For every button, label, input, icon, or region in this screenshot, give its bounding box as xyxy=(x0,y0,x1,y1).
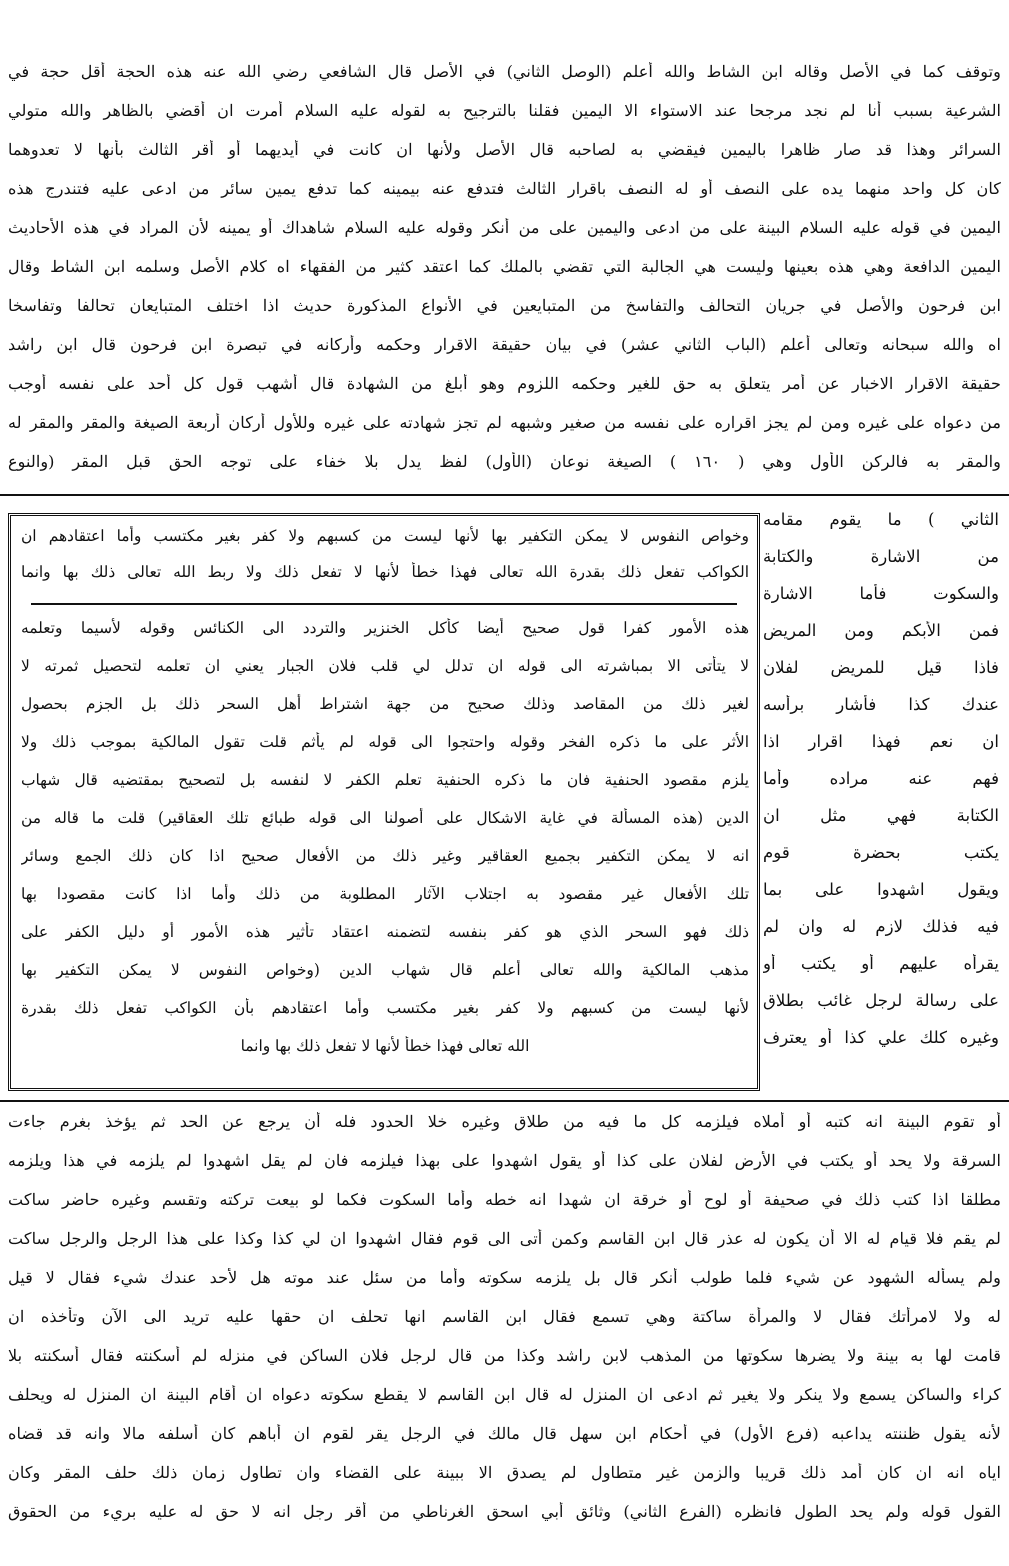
text-line-with-page-number: والمقر به فالركن الأول وهي ( ١٦٠ ) الصيغة نوعان (الأول) لفظ يدل بلا خفاء على توجه الحق قبل المقر (والنوع xyxy=(8,452,1001,471)
text-line: يقرأه عليهم أو يكتب أو xyxy=(763,954,999,973)
text-line: والسكوت فأما الاشارة xyxy=(763,584,999,603)
text-line: الكتابة فهي مثل ان xyxy=(763,806,999,825)
bottom-rule xyxy=(0,1100,1009,1102)
commentary-box-upper xyxy=(21,520,749,600)
text-line: مطلقا اذا كتب ذلك في صحيفة أو لوح أو خرقة ان شهدا انه خطه وأما السكوت فكما لو بيعت تركته وتقسم وغيره حاضر ساكت xyxy=(8,1190,1001,1209)
text-line: وتوقف كما في الأصل وقاله ابن الشاط والله أعلم (الوصل الثاني) في الأصل قال الشافعي رضي الله عنه هذه الحجة أقل حجة في xyxy=(8,62,1001,81)
text-line: لا يتأتى الا بمباشرته الى قوله ان تدلل لي قلب فلان الجبار يعني ان تعلمه لتحصيل ثمرته لا xyxy=(21,657,749,675)
text-line: فاذا قيل للمريض لفلان xyxy=(763,658,999,677)
text-line: ان نعم فهذا اقرار اذا xyxy=(763,732,999,751)
text-line: قامت لها به بينة ولا يضرها سكوتها من المذهب لابن راشد وكذا من قال لرجل فلان الساكن في منزله لم أسكنته فقال أسكنته بلا xyxy=(8,1346,1001,1365)
text-line: ابن فرحون والأصل في جريان التحالف والتفاسخ من المتبايعين في الأنواع المذكورة حديث اذا اختلف المتبايعان تحالفا وتفاسخا xyxy=(8,296,1001,315)
text-line: وخواص النفوس لا يمكن التكفير بها لأنها ليست من كسبهم ولا كفر بغير مكتسب وأما اعتقادهم ان xyxy=(21,527,749,545)
text-line: فيه فذلك لازم له وان لم xyxy=(763,917,999,936)
text-line: عندك كذا فأشار برأسه xyxy=(763,695,999,714)
text-line: انه لا يمكن التكفير بجميع العقاقير وغير ذلك من الأفعال صحيح اذا كان ذلك الجمع وسائر xyxy=(21,847,749,865)
text-line: يلزم مقصود الحنفية فان ما ذكره الحنفية تعلم الكفر لا لنفسه بل لتصحيح بمقتضيه قال شهاب xyxy=(21,771,749,789)
text-line: اليمين في قوله عليه السلام البينة على من ادعى واليمين على من أنكر وقوله عليه السلام شاهداك أو يمينه لأن المراد في هذه الأحاديث xyxy=(8,218,1001,237)
text-line: هذه الأمور كفرا قول صحيح أيضا كأكل الخنزير والتردد الى الكنائس وقوله لأسيما وتعلمه xyxy=(21,619,749,637)
text-line: الله تعالى فهذا خطأ لأنها لا تفعل ذلك بها وانما xyxy=(240,1037,530,1055)
text-line: السرائر وهذا قد صار ظاهرا باليمين فيقضي به لصاحبه قال الأصل ولأنها ان كانت في أيديهما أو أقر الثالث بأنها لا تعدوهما xyxy=(8,140,1001,159)
text-line: ذلك فهو السحر الذي هو كفر بنفسه لتضمنه اعتقاد تأثير هذه الأمور أو دليل الكفر على xyxy=(21,923,749,941)
text-line: تلك الأفعال غير مقصود به اجتلاب الآثار المطلوبة من ذلك وأما اذا كانت مقصودا بها xyxy=(21,885,749,903)
text-line: له ولا لامرأتك فقال لا والمرأة ساكتة وهي تسمع فقال ابن القاسم انها تحلف ان حقها عليه تريد الى الآن وتأخذه ان xyxy=(8,1307,1001,1326)
text-line: السرقة ولا يحد أو يكتب في الأرض لفلان على كذا أو يقول اشهدوا على بهذا فيلزمه فان لم يقل اشهدوا لم يلزمه في هذا ويلزمه xyxy=(8,1151,1001,1170)
commentary-box xyxy=(8,513,760,1091)
text-line: لأنه يقول ظننته يداعبه (فرع الأول) في أحكام ابن سهل قال مالك في الرجل يقر لقوم ان أباهم كان أسلفه مالا وانه قد قضاه xyxy=(8,1424,1001,1443)
commentary-box-body xyxy=(21,612,749,1082)
text-line: لغير ذلك من المقاصد وذلك صحيح من جهة اشتراط أهل السحر ذلك بل الجزم بحصول xyxy=(21,695,749,713)
text-line: أو تقوم البينة انه كتبه أو أملاه فيلزمه كل ما فيه من طلاق وغيره خلا الحدود فله أن يرجع عن الحد ثم يؤخذ بغرم جاءت xyxy=(8,1112,1001,1131)
text-line: الكواكب تفعل ذلك بقدرة الله تعالى فهذا خطأ لأنها لا تفعل ذلك ولا ربط الله تعالى ذلك بها وانما xyxy=(21,563,749,581)
text-line: اياه انه ان كان أمد ذلك قريبا والزمن غير متطاول لم يصدق الا ببينة على القضاء وان تطاول زمان ذلك حلف المقر وكان xyxy=(8,1463,1001,1482)
text-line: كان كل واحد منهما يده على النصف أو له النصف باقرار الثالث فتدفع عنه بيمينه كما تدفع يمين سائر من ادعى عليه فتندرج هذه xyxy=(8,179,1001,198)
top-rule xyxy=(0,494,1009,496)
text-line: الشرعية بسبب أنا لم نجد مرجحا عند الاستواء الا اليمين فقلنا بالترجيح به لقوله عليه السلام أمرت ان أقضي بالظاهر والله متولي xyxy=(8,101,1001,120)
text-line: القول قوله ولم يحد الطول فانظره (الفرع الثاني) وثائق أبي اسحق الغرناطي من أقر رجل انه لا حق له عليه بريء من الحقوق xyxy=(8,1502,1001,1521)
text-line: اه والله سبحانه وتعالى أعلم (الباب الثاني عشر) في بيان حقيقة الاقرار وحكمه وأركانه في تبصرة ابن فرحون قال ابن راشد xyxy=(8,335,1001,354)
text-line: لم يقم فلا قيام له الا أن يكون له عذر قال ابن القاسم وكمن أتى الى قوم فقال اشهدوا ان لي كذا وكذا على هذا الرجل والرجل ساكت xyxy=(8,1229,1001,1248)
text-line: الدين (هذه المسألة في غاية الاشكال على أصولنا الى قوله طبائع تلك العقاقير) قلت ما قاله من xyxy=(21,809,749,827)
text-line: من الاشارة والكتابة xyxy=(763,547,999,566)
commentary-divider xyxy=(31,603,737,605)
text-line: وغيره كلك علي كذا أو يعترف xyxy=(763,1028,999,1047)
text-line: مذهب المالكية والله تعالى أعلم قال شهاب الدين (وخواص النفوس لا يمكن التكفير بها xyxy=(21,961,749,979)
text-line: لأنها ليست من كسبهم ولا كفر بغير مكتسب وأما اعتقادهم بأن الكواكب تفعل ذلك بقدرة xyxy=(21,999,749,1017)
text-line: على رسالة لرجل غائب بطلاق xyxy=(763,991,999,1010)
text-line: حقيقة الاقرار الاخبار عن أمر يتعلق به حق للغير وحكمه اللزوم وهو أبلغ من الشهادة قال أشهب قول كل أحد على نفسه أوجب xyxy=(8,374,1001,393)
text-line: اليمين الدافعة وهي هذه بعينها وليست هي الجالبة التي تقضي بالملك كما اعتقد كثير من الفقهاء اه كلام الأصل وسلمه ابن الشاط وقال xyxy=(8,257,1001,276)
text-line: من دعواه على غيره ومن لم يجز اقراره على نفسه من صغير وشبهه لم تجز شهادته على غيره وللأول أركان أربعة الصيغة والمقر والمقر له xyxy=(8,413,1001,432)
text-line: فمن الأبكم ومن المريض xyxy=(763,621,999,640)
text-line: الثاني ) ما يقوم مقامه xyxy=(763,510,999,529)
text-line: الأثر على ما ذكره الفخر وقوله واحتجوا الى قوله لم يأثم قلت تقول المالكية بموجب ذلك ولا xyxy=(21,733,749,751)
text-line: فهم عنه مراده وأما xyxy=(763,769,999,788)
text-line: ولم يسأله الشهود عن شيء فلما طولب أنكر قال بل يلزمه سكوته وأما من سئل عند موته هل لأحد عندك شيء فقال لا قيل xyxy=(8,1268,1001,1287)
text-line: كراء والساكن يسمع ولا ينكر ولا يغير ثم ادعى ان المنزل له قال ابن القاسم لا يقطع سكوته دعواه ان أقام البينة ان المنزل له ويحلف xyxy=(8,1385,1001,1404)
text-line: ويقول اشهدوا على بما xyxy=(763,880,999,899)
text-line: يكتب بحضرة قوم xyxy=(763,843,999,862)
